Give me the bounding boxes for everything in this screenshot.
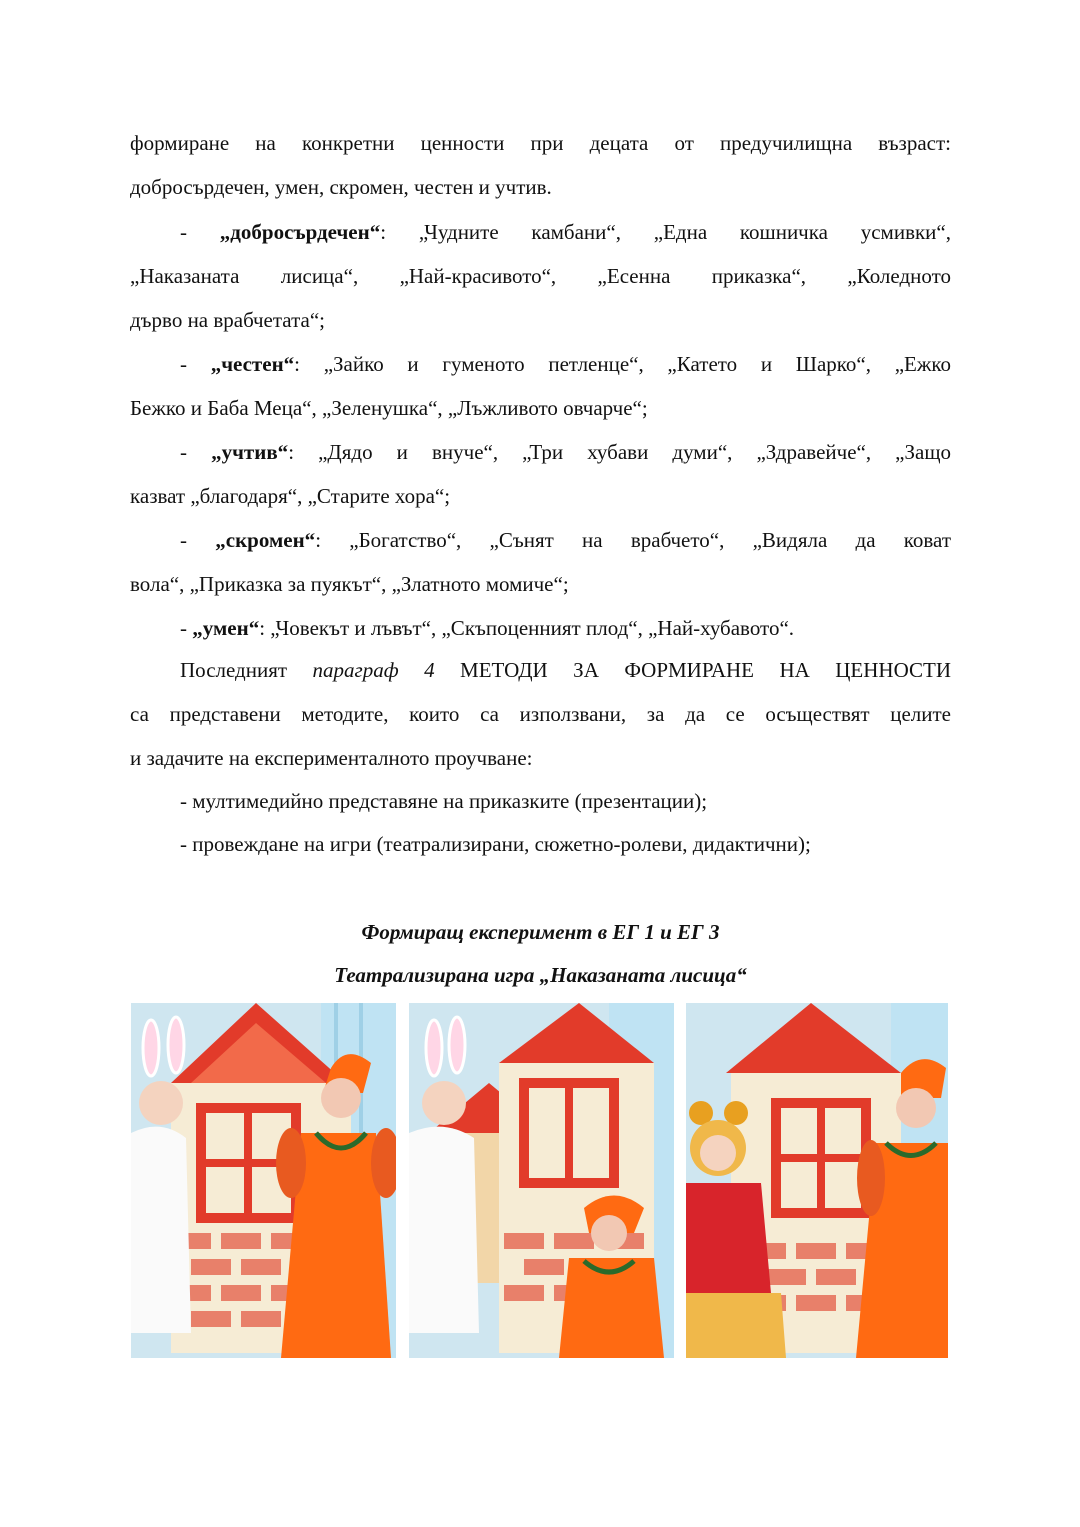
value-label-smart: „умен“	[192, 616, 260, 640]
value-label-polite: „учтив“	[211, 440, 289, 464]
photo-caption-subtitle: Театрализирана игра „Наказаната лисица“	[334, 963, 747, 987]
kind-line-3: дърво на врабчетата“;	[130, 308, 325, 332]
method-item-2: - провеждане на игри (театрализирани, сюжетно-ролеви, дидактични);	[180, 832, 811, 856]
photo-bunny-and-fox	[131, 1003, 396, 1358]
modest-stories: : „Богатство“, „Сънят на врабчето“, „Видяла да коват	[315, 528, 952, 552]
photo-bear-and-fox	[686, 1003, 948, 1358]
intro-line-2: добросърдечен, умен, скромен, честен и учтив.	[130, 175, 552, 199]
photo-caption-title: Формиращ експеримент в ЕГ 1 и ЕГ 3	[361, 920, 720, 944]
last-post: МЕТОДИ ЗА ФОРМИРАНЕ НА ЦЕННОСТИ	[434, 658, 952, 682]
polite-line-2: казват „благодаря“, „Старите хора“;	[130, 484, 451, 508]
paragraph-ref: параграф 4	[312, 658, 435, 682]
last-paragraph-line-1	[130, 648, 951, 692]
value-label-kind: „добросърдечен“	[219, 220, 381, 244]
modest-line-1	[130, 518, 951, 562]
modest-line-2: вола“, „Приказка за пуякът“, „Златното момиче“;	[130, 572, 569, 596]
last-pre: Последният	[180, 658, 313, 682]
honest-line-2: Бежко и Баба Меца“, „Зеленушка“, „Лъжливото овчарче“;	[130, 396, 648, 420]
last-paragraph-line-2: са представени методите, които са използвани, за да се осъществят целите	[130, 702, 951, 726]
list-dash: -	[180, 528, 216, 552]
value-label-modest: „скромен“	[215, 528, 316, 552]
smart-stories: : „Човекът и лъвът“, „Скъпоценният плод“, „Най-хубавото“.	[259, 616, 795, 640]
list-dash: -	[180, 220, 220, 244]
honest-line-1	[130, 342, 951, 386]
kind-line-1	[130, 210, 951, 254]
polite-line-1	[130, 430, 951, 474]
smart-line-1	[130, 606, 951, 650]
list-dash: -	[180, 440, 212, 464]
value-label-honest: „честен“	[210, 352, 295, 376]
polite-stories: : „Дядо и внуче“, „Три хубави думи“, „Здравейче“, „Защо	[288, 440, 952, 464]
kind-stories: : „Чудните камбани“, „Една кошничка усмивки“,	[380, 220, 951, 244]
last-paragraph-line-3: и задачите на експерименталното проучване:	[130, 746, 533, 770]
method-item-1: - мултимедийно представяне на приказките (презентации);	[180, 789, 708, 813]
list-dash: -	[180, 352, 211, 376]
list-dash: -	[180, 616, 193, 640]
kind-line-2: „Наказаната лисица“, „Най-красивото“, „Есенна приказка“, „Коледното	[130, 264, 951, 288]
honest-stories: : „Зайко и гуменото петленце“, „Катето и Шарко“, „Ежко	[294, 352, 951, 376]
intro-line-1: формиране на конкретни ценности при децата от предучилищна възраст:	[130, 131, 951, 155]
photo-bunny-and-sitting-fox	[409, 1003, 674, 1358]
